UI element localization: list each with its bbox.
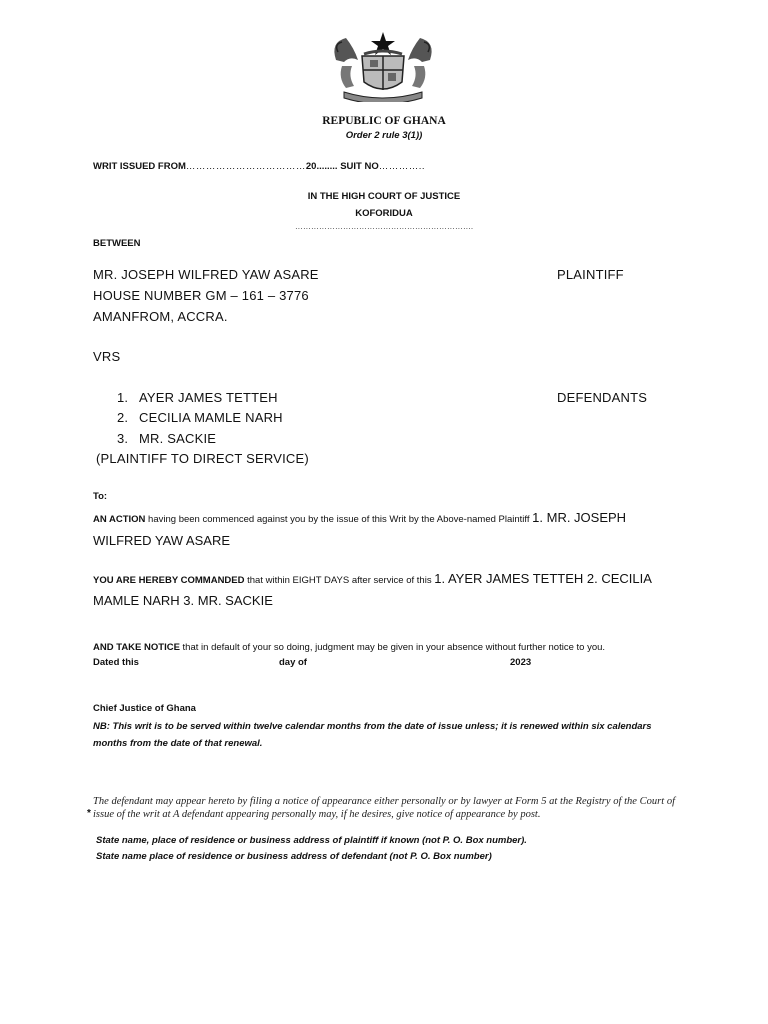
- command-bold: YOU ARE HEREBY COMMANDED: [93, 575, 245, 586]
- court-location: KOFORIDUA: [355, 208, 413, 219]
- plaintiff-address-1: HOUSE NUMBER GM – 161 – 3776: [93, 288, 309, 303]
- notice-text: that in default of your so doing, judgment may be given in your absence without further notice to you.: [179, 642, 606, 653]
- defendant-number: 2.: [117, 410, 129, 425]
- to-label: To:: [93, 491, 108, 502]
- nb-text: : This writ is to be served within twelve calendar months from the date of issue unless; it is renewed within six calendars months from the date of that renewal.: [93, 721, 652, 749]
- asterisk-mark: *: [87, 808, 91, 819]
- nb-label: NB: [93, 721, 107, 732]
- writ-year-prefix: 20........: [305, 161, 338, 172]
- plaintiff-address-2: AMANFROM, ACCRA.: [93, 309, 228, 324]
- notice-paragraph: [93, 642, 605, 653]
- court-name: IN THE HIGH COURT OF JUSTICE: [307, 191, 461, 202]
- defendant-item: AYER JAMES TETTEH: [139, 390, 278, 405]
- writ-issued-line: [93, 161, 425, 172]
- service-note: (PLAINTIFF TO DIRECT SERVICE): [96, 451, 309, 466]
- chief-justice-label: Chief Justice of Ghana: [93, 703, 196, 714]
- versus-label: VRS: [93, 349, 121, 364]
- command-text: that within EIGHT DAYS after service of this: [244, 575, 435, 586]
- writ-dots-1: ………………………………: [185, 161, 306, 172]
- plaintiff-name: MR. JOSEPH WILFRED YAW ASARE: [93, 267, 319, 282]
- command-names: 1. AYER JAMES TETTEH 2. CECILIA MAMLE NARH 3. MR. SACKIE: [93, 571, 652, 608]
- writ-issued-label: WRIT ISSUED FROM: [93, 161, 186, 172]
- between-label: BETWEEN: [93, 238, 141, 249]
- order-reference: Order 2 rule 3(1)): [345, 130, 423, 141]
- defendant-item: CECILIA MAMLE NARH: [139, 410, 283, 425]
- defendant-number: 1.: [117, 390, 129, 405]
- plaintiff-role: PLAINTIFF: [557, 267, 624, 282]
- defendants-role: DEFENDANTS: [557, 390, 648, 405]
- action-paragraph: [93, 507, 683, 551]
- appearance-note: The defendant may appear hereto by filing a notice of appearance either personally or by lawyer at Form 5 at the Registry of the Court of issue of the writ at A defendant appearing personally may, if he desires, give notice of appearance by post.: [93, 796, 675, 820]
- suit-no-label: SUIT NO: [340, 161, 379, 172]
- action-bold: AN ACTION: [93, 514, 146, 525]
- writ-dots-2: …………..: [378, 161, 426, 172]
- action-text: having been commenced against you by the issue of this Writ by the Above-named Plaintiff: [145, 514, 533, 525]
- footnote-plaintiff: State name, place of residence or business address of plaintiff if known (not P. O. Box number).: [96, 835, 527, 846]
- notice-bold: AND TAKE NOTICE: [93, 642, 180, 653]
- defendant-number: 3.: [117, 431, 129, 446]
- footnote-defendant: State name place of residence or business address of defendant (not P. O. Box number): [96, 851, 492, 862]
- defendant-item: MR. SACKIE: [139, 431, 217, 446]
- day-of-label: day of: [279, 657, 307, 668]
- nb-paragraph: [93, 718, 658, 752]
- coat-of-arms: [328, 30, 438, 102]
- dated-year: 2023: [510, 657, 532, 668]
- court-dots: ………………………………………………………….: [294, 222, 474, 231]
- command-paragraph: [93, 569, 683, 611]
- action-names: 1. MR. JOSEPH WILFRED YAW ASARE: [93, 510, 627, 548]
- dated-label: Dated this: [93, 657, 139, 668]
- country-title: REPUBLIC OF GHANA: [322, 115, 446, 127]
